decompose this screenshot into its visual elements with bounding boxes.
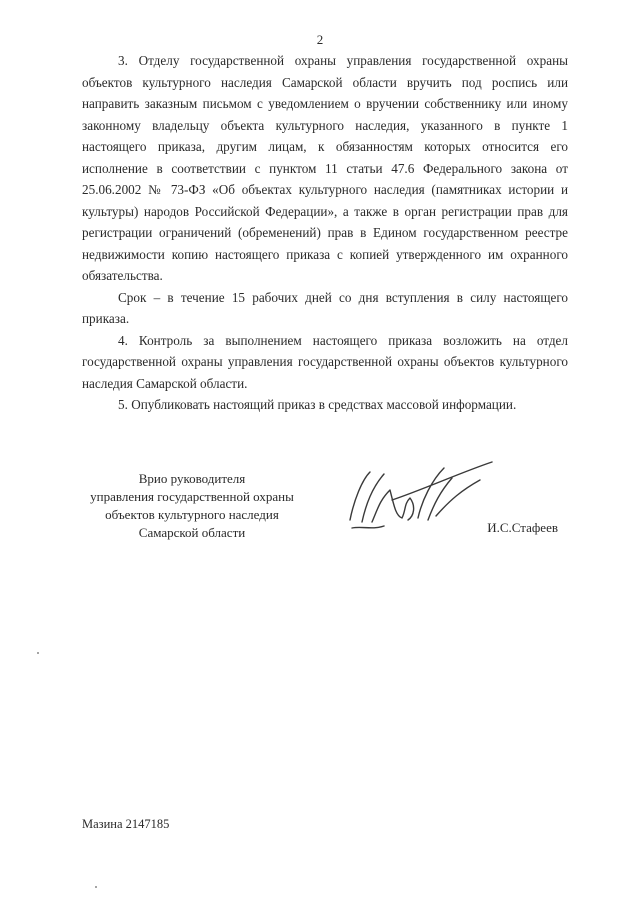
executor-info: Мазина 2147185 <box>82 817 170 831</box>
scan-speck <box>95 886 97 888</box>
paragraph-3: 3. Отделу государственной охраны управления государственной охраны объектов культурного наследия Самарской области вручить под роспись или направить заказным письмом с уведомлением о вручении собственнику или иному законному владельцу объекта культурного наследия, указанного в пункте 1 настоящего приказа, другим лицам, к обязанностям которых относится его исполнение в соответствии с пунктом 11 статьи 47.6 Федерального закона от 25.06.2002 № 73-ФЗ «Об объектах культурного наследия (памятниках истории и культуры) народов Российской Федерации», а также в орган регистрации прав для регистрации ограничений (обременений) прав в Едином государственном реестре недвижимости копию настоящего приказа с копией утвержденного им охранного обязательства. <box>82 53 568 283</box>
paragraph-5: 5. Опубликовать настоящий приказ в средствах массовой информации. <box>118 397 517 412</box>
signatory-title-line: Врио руководителя <box>138 471 246 486</box>
signature-block <box>82 470 568 550</box>
handwritten-signature <box>332 460 502 550</box>
signatory-title-line: управления государственной охраны <box>90 489 294 504</box>
signatory-name: И.С.Стафеев <box>487 520 558 535</box>
document-body <box>82 50 568 416</box>
signatory-title <box>82 470 302 542</box>
paragraph-deadline: Срок – в течение 15 рабочих дней со дня вступления в силу настоящего приказа. <box>82 289 568 326</box>
scan-speck <box>37 652 39 654</box>
paragraph-4: 4. Контроль за выполнением настоящего приказа возложить на отдел государственной охраны управления государственной охраны объектов культурного наследия Самарской области. <box>82 332 568 391</box>
signatory-title-line: объектов культурного наследия <box>105 507 279 522</box>
signatory-title-line: Самарской области <box>138 525 246 540</box>
page-number: 2 <box>316 32 324 47</box>
